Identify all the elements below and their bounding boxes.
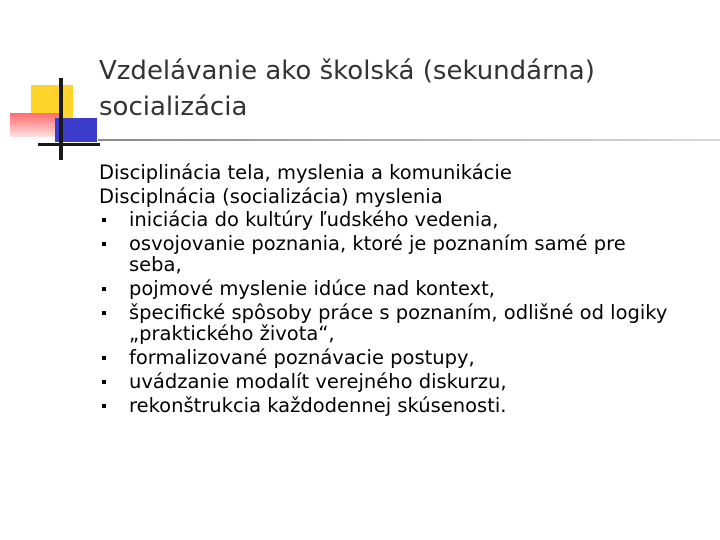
bullet-icon <box>102 218 106 222</box>
bullet-text: formalizované poznávacie postupy, <box>129 346 475 369</box>
bullet-text: osvojovanie poznania, ktoré je poznaním samé pre seba, <box>129 232 626 276</box>
bullet-text: uvádzanie modalít verejného diskurzu, <box>129 370 507 393</box>
bullet-list <box>99 209 679 416</box>
body-line: Disciplnácia (socializácia) myslenia <box>99 185 443 208</box>
decor-horizontal-line <box>38 143 100 146</box>
bullet-text: pojmové myslenie idúce nad kontext, <box>129 277 495 300</box>
slide-title: Vzdelávanie ako školská (sekundárna) socializácia <box>99 56 595 122</box>
list-item <box>99 233 679 275</box>
list-item <box>99 278 679 299</box>
body-line: Disciplinácia tela, myslenia a komunikácie <box>99 161 512 184</box>
bullet-text: rekonštrukcia každodennej skúsenosti. <box>129 394 507 417</box>
list-item <box>99 395 679 416</box>
bullet-text: špecifické spôsoby práce s poznaním, odlišné od logiky „praktického života“, <box>129 301 668 345</box>
list-item <box>99 371 679 392</box>
list-item <box>99 302 679 344</box>
bullet-icon <box>102 311 106 315</box>
list-item <box>99 347 679 368</box>
decor-vertical-line <box>59 78 63 160</box>
bullet-icon <box>102 356 106 360</box>
bullet-icon <box>102 380 106 384</box>
slide-body <box>99 161 679 419</box>
title-divider <box>98 139 720 141</box>
bullet-icon <box>102 287 106 291</box>
list-item <box>99 209 679 230</box>
bullet-text: iniciácia do kultúry ľudského vedenia, <box>129 208 499 231</box>
bullet-icon <box>102 404 106 408</box>
bullet-icon <box>102 242 106 246</box>
